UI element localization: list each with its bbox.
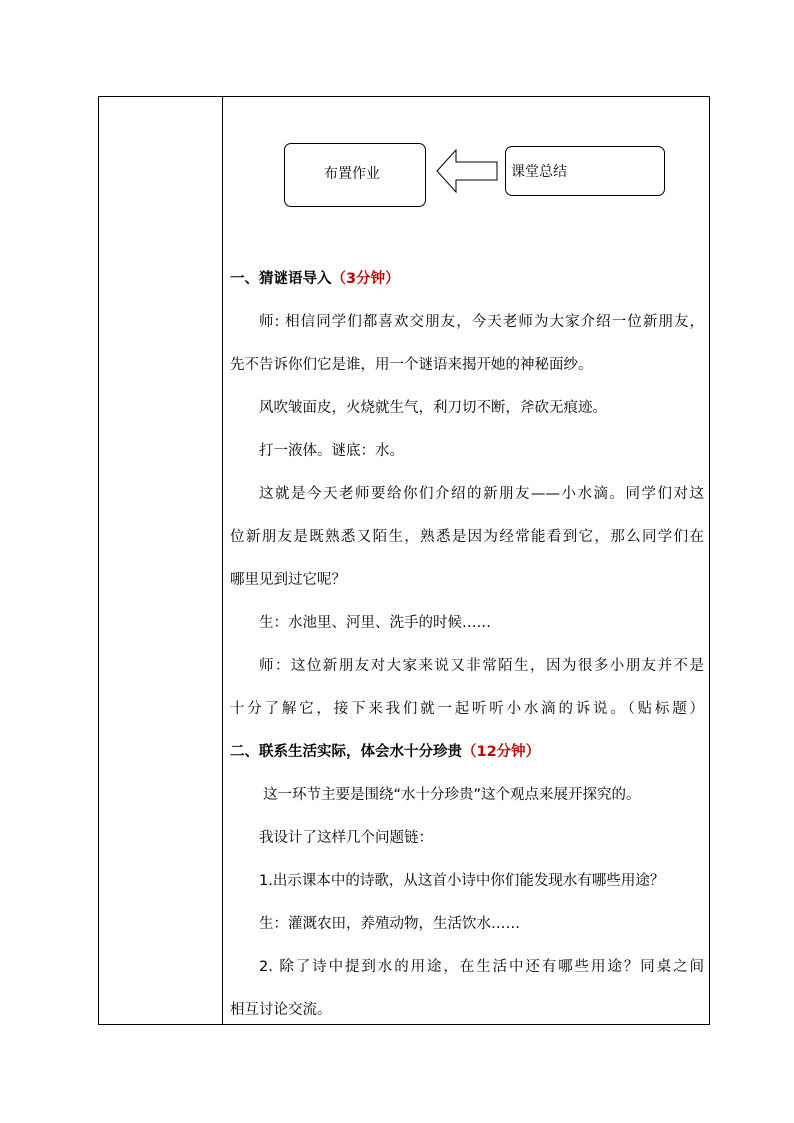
arrow-left-icon	[436, 149, 498, 193]
paragraph-line: 先不告诉你们它是谁，用一个谜语来揭开她的神秘面纱。	[230, 357, 593, 373]
section-heading-1: 一、猜谜语导入（3分钟）	[230, 271, 400, 287]
class-summary-box	[505, 146, 665, 196]
section-heading-2: 二、联系生活实际，体会水十分珍贵（12分钟）	[230, 744, 541, 760]
paragraph-line: 这就是今天老师要给你们介绍的新朋友——小水滴。同学们对这	[259, 486, 704, 502]
paragraph-line: 风吹皱面皮，火烧就生气，利刀切不断，斧砍无痕迹。	[259, 400, 607, 416]
assign-homework-box	[284, 143, 426, 207]
paragraph-line: 1.出示课本中的诗歌，从这首小诗中你们能发现水有哪些用途？	[259, 873, 665, 889]
table-column-divider	[222, 96, 223, 1025]
paragraph-line: 师: 相信同学们都喜欢交朋友，今天老师为大家介绍一位新朋友，	[259, 314, 704, 330]
paragraph-line: 相互讨论交流。	[230, 1002, 332, 1018]
class-summary-label: 课堂总结	[511, 164, 567, 180]
lesson-content	[230, 268, 704, 1021]
paragraph-line: 这一环节主要是围绕“水十分珍贵”这个观点来展开探究的。	[263, 787, 641, 803]
assign-homework-label: 布置作业	[324, 166, 380, 182]
paragraph-line: 打一液体。谜底：水。	[259, 443, 404, 459]
paragraph-line: 哪里见到过它呢？	[230, 572, 346, 588]
paragraph-line: 生：灌溉农田，养殖动物，生活饮水……	[259, 916, 520, 932]
paragraph-line: 位新朋友是既熟悉又陌生，熟悉是因为经常能看到它，那么同学们在	[230, 529, 704, 545]
paragraph-line: 我设计了这样几个问题链：	[259, 830, 433, 846]
paragraph-line: 十分了解它，接下来我们就一起听听小水滴的诉说。（贴标题）	[230, 701, 704, 717]
paragraph-line: 生：水池里、河里、洗手的时候……	[259, 615, 491, 631]
paragraph-line: 2. 除了诗中提到水的用途，在生活中还有哪些用途？同桌之间	[259, 959, 704, 975]
paragraph-line: 师：这位新朋友对大家来说又非常陌生，因为很多小朋友并不是	[259, 658, 704, 674]
